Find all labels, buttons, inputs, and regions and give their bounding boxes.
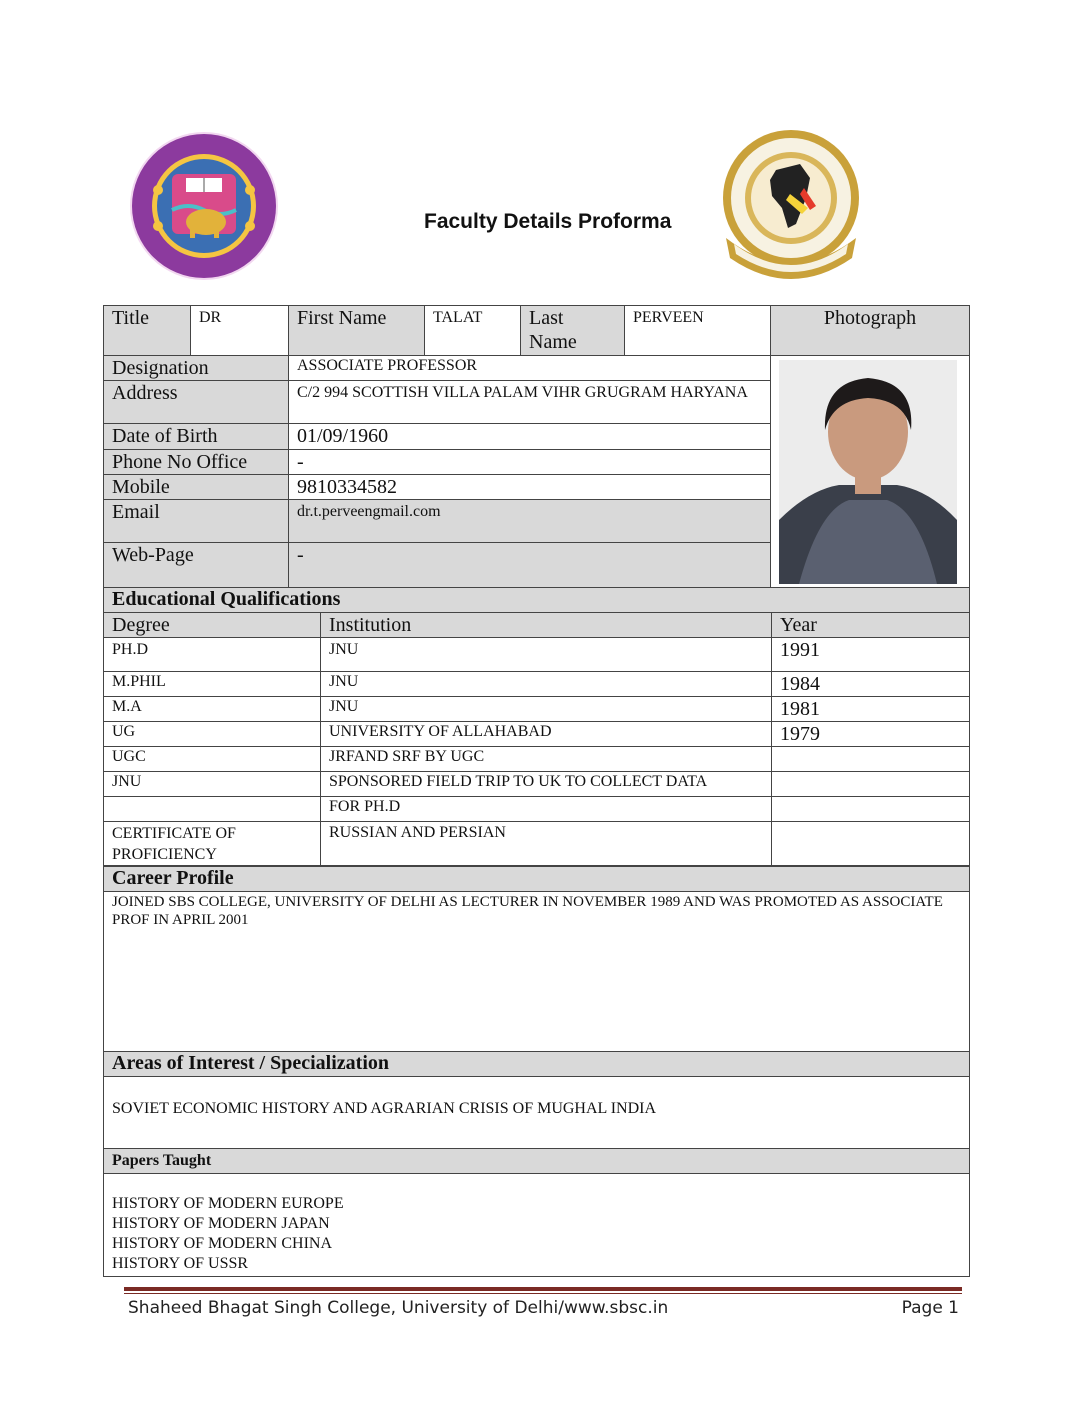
degree-cell: M.PHIL <box>104 672 321 697</box>
career-heading: Career Profile <box>104 867 970 892</box>
list-item: HISTORY OF USSR <box>112 1255 249 1272</box>
last-name-value: PERVEEN <box>625 306 771 356</box>
mobile-label: Mobile <box>104 474 289 499</box>
address-label: Address <box>104 381 289 424</box>
degree-cell: UG <box>104 722 321 747</box>
du-logo <box>128 130 280 282</box>
page-number: Page 1 <box>901 1298 959 1318</box>
table-row <box>104 772 970 797</box>
year-cell <box>772 772 970 797</box>
degree-cell: JNU <box>104 772 321 797</box>
phone-value: - <box>289 449 771 474</box>
webpage-value: - <box>289 543 771 589</box>
phone-label: Phone No Office <box>104 449 289 474</box>
profile-table <box>103 866 970 1277</box>
degree-cell: CERTIFICATE OF PROFICIENCY <box>104 822 321 866</box>
dob-value: 01/09/1960 <box>289 424 771 449</box>
webpage-label: Web-Page <box>104 543 289 589</box>
year-cell: 1984 <box>772 672 970 697</box>
list-item: HISTORY OF MODERN EUROPE <box>112 1195 344 1212</box>
institution-cell: JRFAND SRF BY UGC <box>321 747 772 772</box>
year-cell <box>772 797 970 822</box>
sbs-college-logo <box>720 128 862 284</box>
table-row <box>104 797 970 822</box>
education-heading: Educational Qualifications <box>104 588 970 613</box>
year-cell <box>772 822 970 866</box>
table-row <box>104 747 970 772</box>
list-item: HISTORY OF MODERN CHINA <box>112 1235 333 1252</box>
title-value: DR <box>191 306 289 356</box>
institution-cell: SPONSORED FIELD TRIP TO UK TO COLLECT DATA <box>321 772 772 797</box>
dob-label: Date of Birth <box>104 424 289 449</box>
interest-text: SOVIET ECONOMIC HISTORY AND AGRARIAN CRISIS OF MUGHAL INDIA <box>104 1077 970 1149</box>
institution-cell: JNU <box>321 638 772 672</box>
last-name-label: Last Name <box>521 306 625 356</box>
year-cell <box>772 747 970 772</box>
year-column-header: Year <box>772 613 970 638</box>
degree-cell: M.A <box>104 697 321 722</box>
table-row <box>104 672 970 697</box>
year-cell: 1981 <box>772 697 970 722</box>
interest-heading: Areas of Interest / Specialization <box>104 1052 970 1077</box>
mobile-value: 9810334582 <box>289 474 771 499</box>
page-title: Faculty Details Proforma <box>424 210 672 233</box>
institution-cell: JNU <box>321 672 772 697</box>
institution-cell: RUSSIAN AND PERSIAN <box>321 822 772 866</box>
first-name-label: First Name <box>289 306 425 356</box>
email-label: Email <box>104 500 289 543</box>
personal-details-table <box>103 305 970 589</box>
designation-label: Designation <box>104 356 289 381</box>
footer-rule-thin <box>124 1293 962 1294</box>
table-row <box>104 722 970 747</box>
designation-value: ASSOCIATE PROFESSOR <box>289 356 771 381</box>
photograph-label: Photograph <box>771 306 970 356</box>
institution-column-header: Institution <box>321 613 772 638</box>
photograph-cell <box>771 356 970 589</box>
email-value: dr.t.perveengmail.com <box>289 500 771 543</box>
title-label: Title <box>104 306 191 356</box>
faculty-photograph <box>779 360 957 584</box>
footer-college-text: Shaheed Bhagat Singh College, University of Delhi/www.sbsc.in <box>128 1298 669 1318</box>
degree-cell: PH.D <box>104 638 321 672</box>
year-cell: 1991 <box>772 638 970 672</box>
table-row <box>104 697 970 722</box>
education-table <box>103 587 970 866</box>
degree-column-header: Degree <box>104 613 321 638</box>
institution-cell: UNIVERSITY OF ALLAHABAD <box>321 722 772 747</box>
footer-rule <box>124 1287 962 1291</box>
table-row <box>104 638 970 672</box>
list-item: HISTORY OF MODERN JAPAN <box>112 1215 330 1232</box>
institution-cell: JNU <box>321 697 772 722</box>
papers-list <box>104 1174 970 1277</box>
degree-cell: UGC <box>104 747 321 772</box>
institution-cell: FOR PH.D <box>321 797 772 822</box>
first-name-value: TALAT <box>425 306 521 356</box>
address-value: C/2 994 SCOTTISH VILLA PALAM VIHR GRUGRAM HARYANA <box>289 381 771 424</box>
year-cell: 1979 <box>772 722 970 747</box>
table-row <box>104 822 970 866</box>
degree-cell <box>104 797 321 822</box>
papers-heading: Papers Taught <box>104 1149 970 1174</box>
career-text: JOINED SBS COLLEGE, UNIVERSITY OF DELHI AS LECTURER IN NOVEMBER 1989 AND WAS PROMOTED AS ASSOCIATE PROF IN APRIL 2001 <box>104 892 970 1052</box>
